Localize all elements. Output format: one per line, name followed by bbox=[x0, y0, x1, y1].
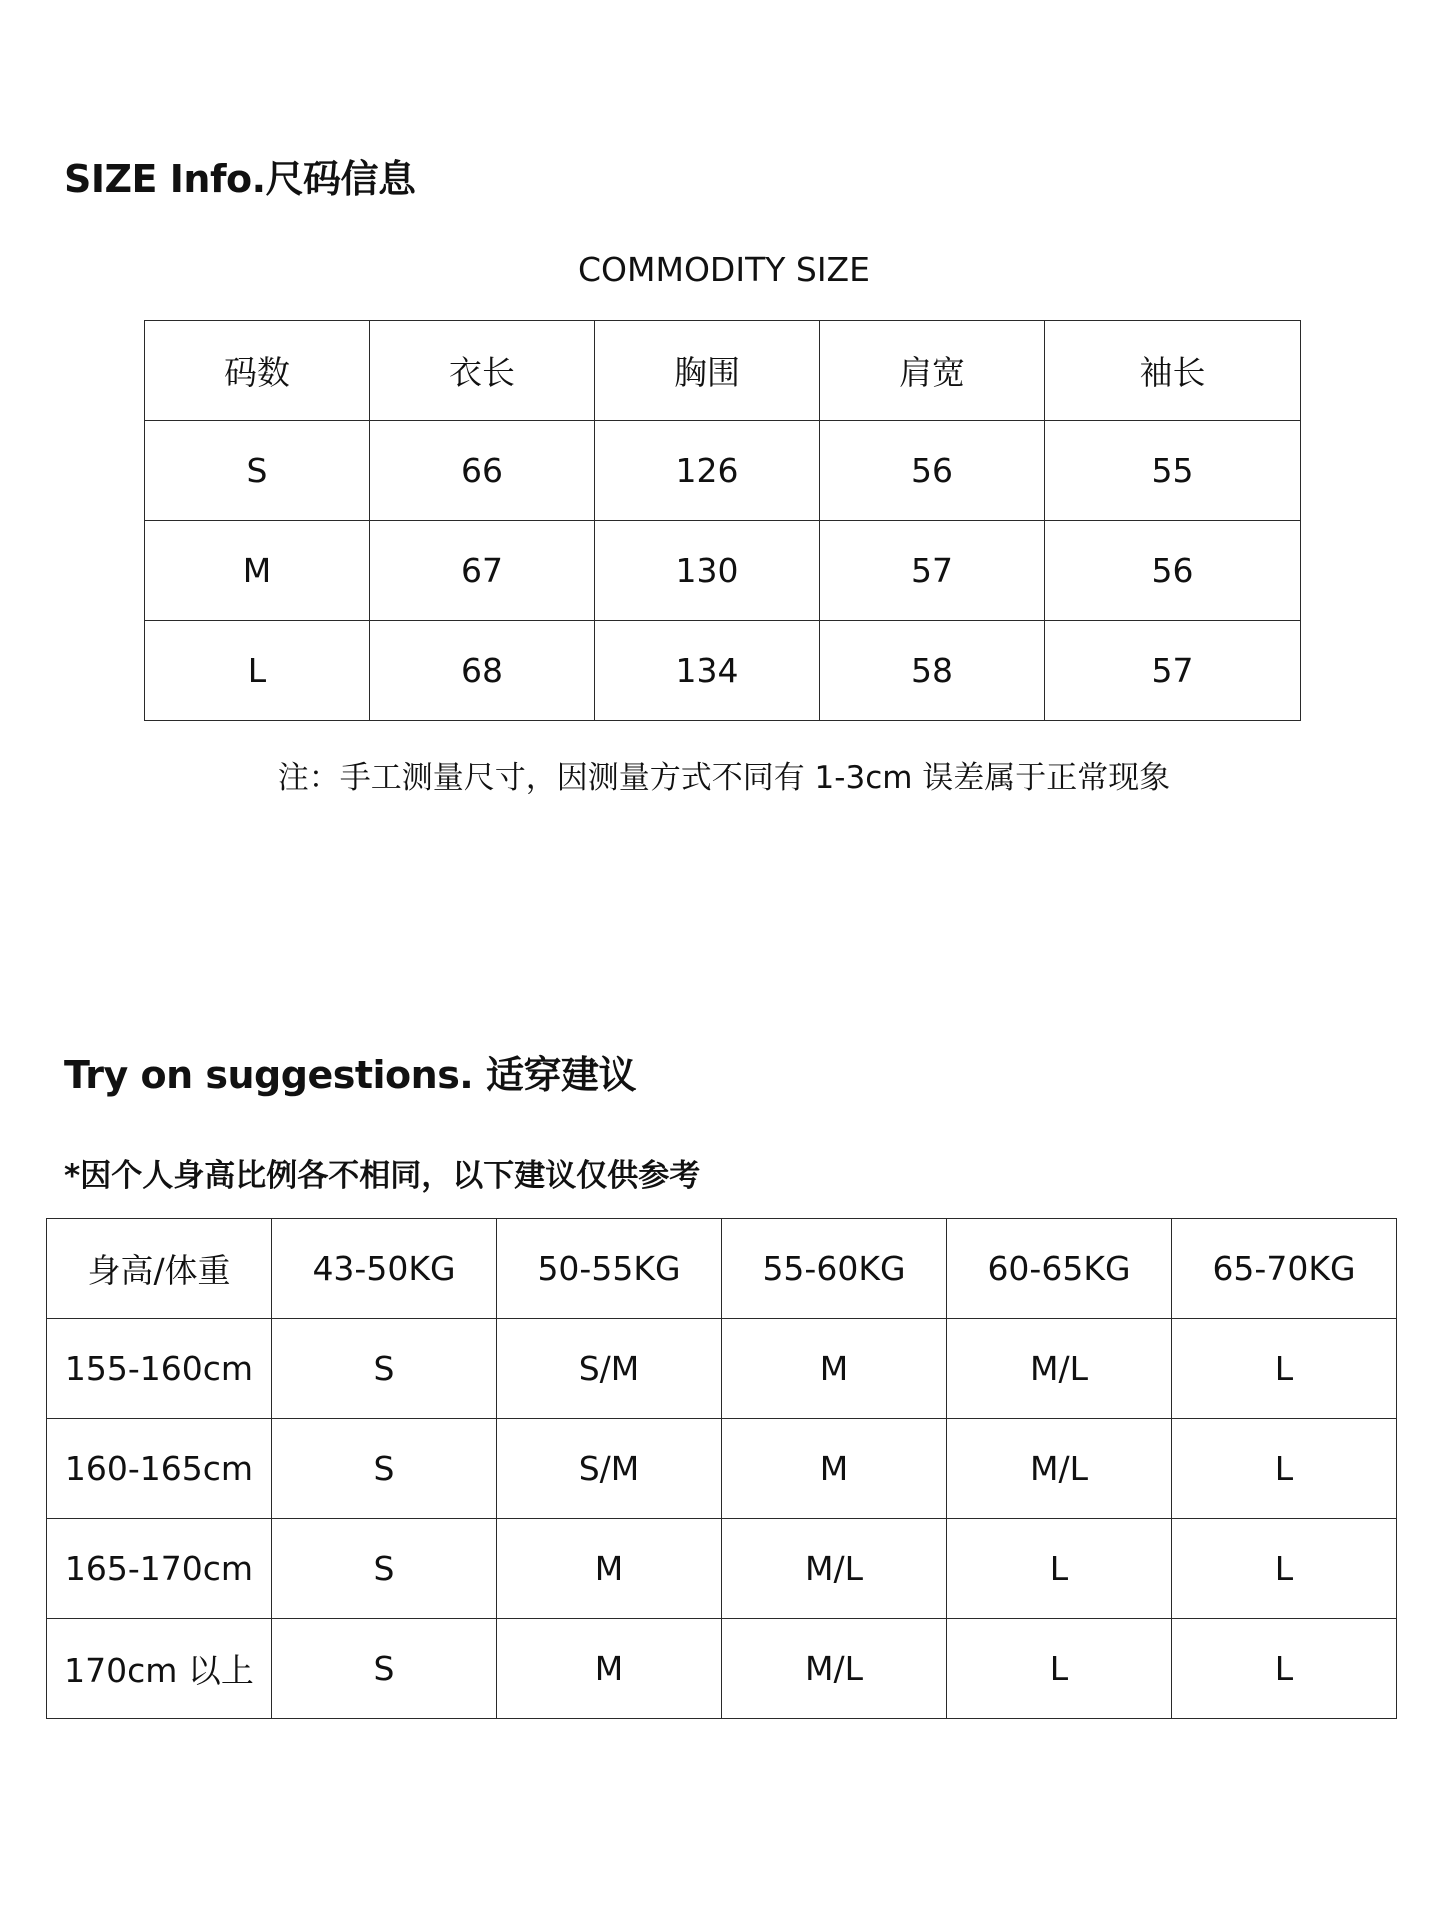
column-header: 65-70KG bbox=[1172, 1219, 1397, 1319]
table-cell: M/L bbox=[722, 1519, 947, 1619]
table-row bbox=[47, 1419, 1397, 1519]
table-cell: S/M bbox=[497, 1319, 722, 1419]
table-cell: 57 bbox=[1045, 621, 1301, 721]
table-cell: L bbox=[947, 1519, 1172, 1619]
table-row bbox=[47, 1319, 1397, 1419]
table-cell: L bbox=[1172, 1319, 1397, 1419]
column-header: 肩宽 bbox=[820, 321, 1045, 421]
table-row bbox=[47, 1519, 1397, 1619]
table-cell: L bbox=[145, 621, 370, 721]
table-cell: 55 bbox=[1045, 421, 1301, 521]
table-cell: L bbox=[947, 1619, 1172, 1719]
table-row bbox=[47, 1619, 1397, 1719]
size-info-heading: SIZE Info.尺码信息 bbox=[64, 157, 416, 201]
table-cell: 56 bbox=[1045, 521, 1301, 621]
table-cell: 56 bbox=[820, 421, 1045, 521]
table-cell: S bbox=[145, 421, 370, 521]
table-cell: S bbox=[272, 1519, 497, 1619]
table-row bbox=[145, 421, 1301, 521]
column-header: 胸围 bbox=[595, 321, 820, 421]
column-header: 60-65KG bbox=[947, 1219, 1172, 1319]
try-on-disclaimer: *因个人身高比例各不相同，以下建议仅供参考 bbox=[64, 1158, 701, 1194]
table-row bbox=[145, 621, 1301, 721]
table-cell: S bbox=[272, 1419, 497, 1519]
table-cell: 130 bbox=[595, 521, 820, 621]
table-cell: M/L bbox=[947, 1419, 1172, 1519]
table-cell: M bbox=[145, 521, 370, 621]
column-header: 码数 bbox=[145, 321, 370, 421]
column-header: 身高/体重 bbox=[47, 1219, 272, 1319]
table-cell: L bbox=[1172, 1519, 1397, 1619]
table-cell: M/L bbox=[947, 1319, 1172, 1419]
table-cell: M/L bbox=[722, 1619, 947, 1719]
measurement-note: 注：手工测量尺寸，因测量方式不同有 1-3cm 误差属于正常现象 bbox=[277, 760, 1171, 796]
column-header: 袖长 bbox=[1045, 321, 1301, 421]
table-cell: 58 bbox=[820, 621, 1045, 721]
table-cell: 57 bbox=[820, 521, 1045, 621]
table-cell: 155-160cm bbox=[47, 1319, 272, 1419]
column-header: 衣长 bbox=[370, 321, 595, 421]
table-cell: S bbox=[272, 1619, 497, 1719]
column-header: 55-60KG bbox=[722, 1219, 947, 1319]
table-cell: M bbox=[497, 1619, 722, 1719]
table-cell: 134 bbox=[595, 621, 820, 721]
table-cell: S bbox=[272, 1319, 497, 1419]
column-header: 43-50KG bbox=[272, 1219, 497, 1319]
try-on-heading: Try on suggestions. 适穿建议 bbox=[64, 1053, 636, 1097]
table-cell: 165-170cm bbox=[47, 1519, 272, 1619]
table-header-row bbox=[47, 1219, 1397, 1319]
commodity-size-subtitle: COMMODITY SIZE bbox=[577, 250, 871, 289]
table-cell: L bbox=[1172, 1619, 1397, 1719]
table-cell: S/M bbox=[497, 1419, 722, 1519]
table-cell: L bbox=[1172, 1419, 1397, 1519]
table-cell: 68 bbox=[370, 621, 595, 721]
table-cell: 160-165cm bbox=[47, 1419, 272, 1519]
table-cell: 67 bbox=[370, 521, 595, 621]
table-header-row bbox=[145, 321, 1301, 421]
table-cell: 126 bbox=[595, 421, 820, 521]
table-cell: M bbox=[497, 1519, 722, 1619]
table-row bbox=[145, 521, 1301, 621]
table-cell: M bbox=[722, 1419, 947, 1519]
table-cell: M bbox=[722, 1319, 947, 1419]
try-on-suggestion-table bbox=[46, 1218, 1397, 1719]
table-cell: 170cm 以上 bbox=[47, 1619, 272, 1719]
column-header: 50-55KG bbox=[497, 1219, 722, 1319]
table-cell: 66 bbox=[370, 421, 595, 521]
commodity-size-table bbox=[144, 320, 1301, 721]
